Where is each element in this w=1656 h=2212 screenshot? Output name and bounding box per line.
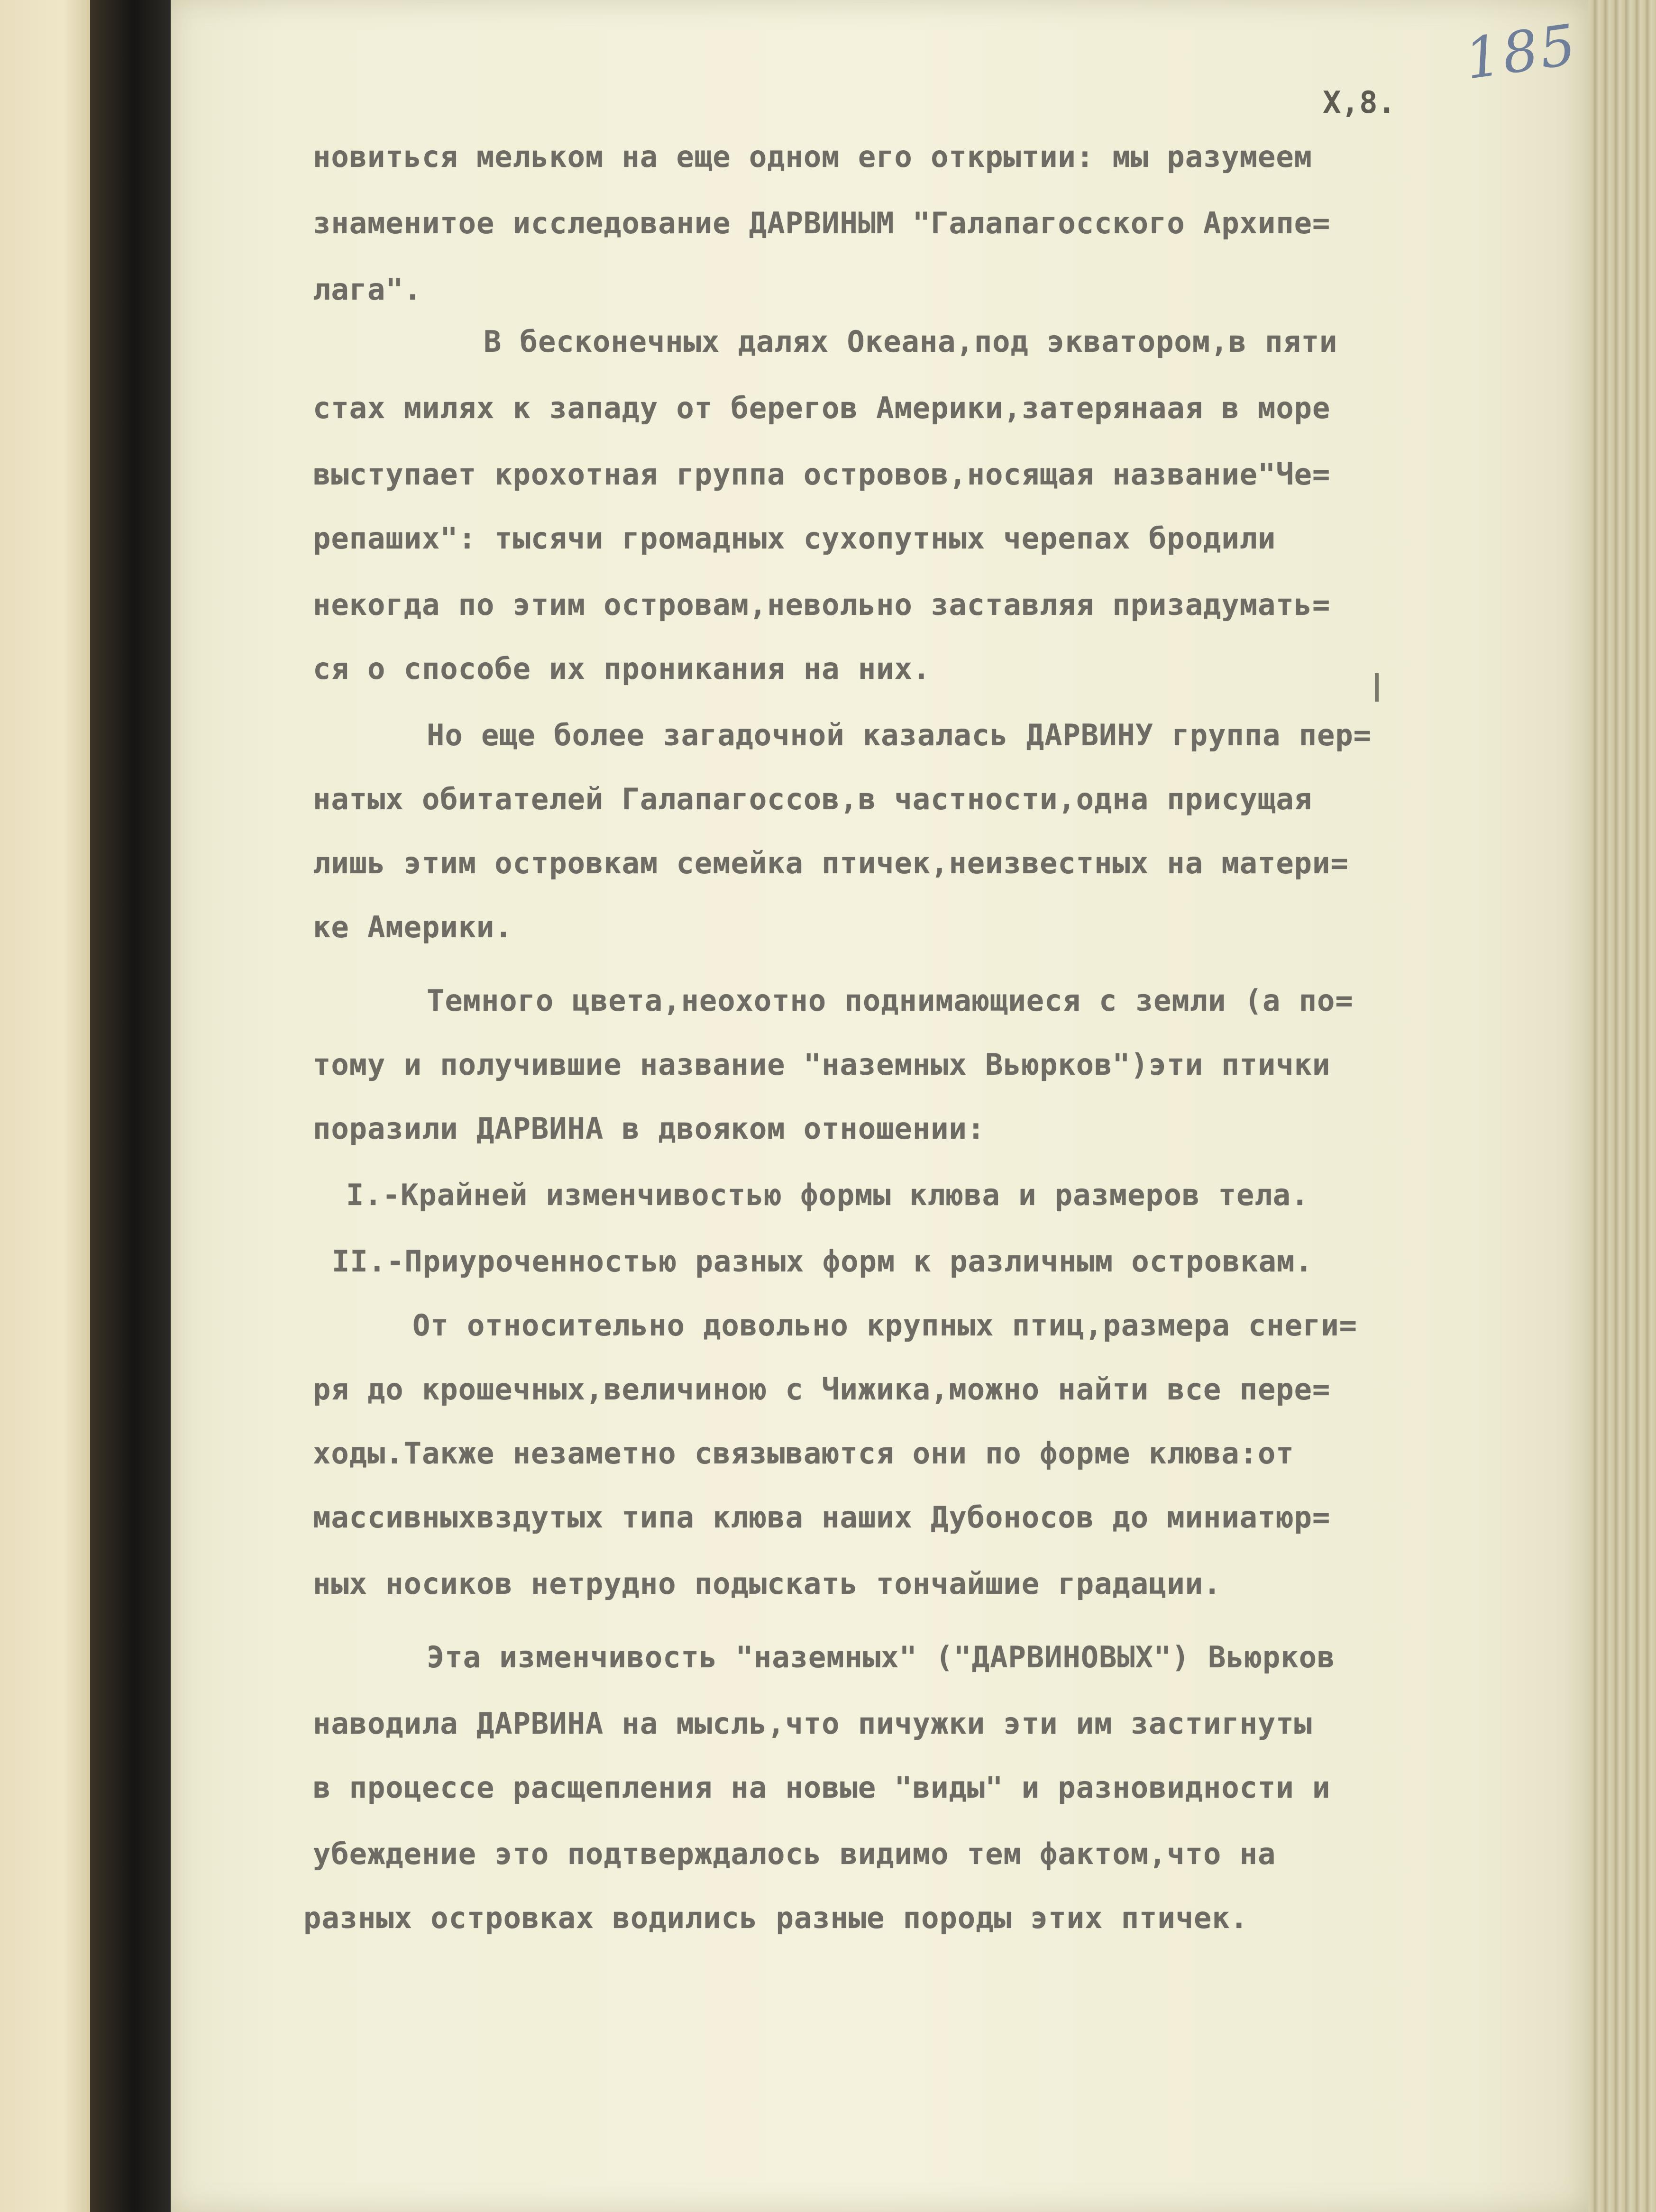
text-line: в процессе расщепления на новые "виды" и разновидности и — [313, 1770, 1331, 1805]
text-line: выступает крохотная группа островов,носящая название"Че= — [313, 457, 1331, 492]
text-line: лага". — [313, 272, 422, 307]
text-line: ходы.Также незаметно связываются они по форме клюва:от — [313, 1436, 1294, 1471]
stacked-sheet-edges — [1588, 0, 1656, 2212]
text-line: II.-Приуроченностью разных форм к различным островкам. — [332, 1244, 1313, 1279]
page-reference: X,8. — [1323, 85, 1396, 120]
text-line: массивныхвздутых типа клюва наших Дубоносов до миниатюр= — [313, 1500, 1331, 1535]
text-line: В бесконечных далях Океана,под экватором,в пяти — [484, 324, 1338, 359]
text-line: разных островках водились разные породы этих птичек. — [303, 1901, 1249, 1935]
facing-page — [0, 0, 93, 2212]
text-line: ных носиков нетрудно подыскать тончайшие градации. — [313, 1566, 1222, 1601]
text-line: поразили ДАРВИНА в двояком отношении: — [313, 1111, 986, 1146]
text-line: Темного цвета,неохотно поднимающиеся с земли (а по= — [427, 983, 1354, 1018]
text-line: новиться мельком на еще одном его открытии: мы разумеем — [313, 139, 1312, 174]
text-line: убеждение это подтверждалось видимо тем фактом,что на — [313, 1837, 1276, 1871]
text-line: знаменитое исследование ДАРВИНЫМ "Галапагосского Архипе= — [313, 206, 1331, 240]
text-line: стах милях к западу от берегов Америки,затерянаая в море — [313, 391, 1331, 425]
text-line: ке Америки. — [313, 910, 513, 944]
text-line: натых обитателей Галапагоссов,в частности,одна присущая — [313, 782, 1312, 816]
text-line: ря до крошечных,величиною с Чижика,можно найти все пере= — [313, 1372, 1331, 1407]
binding-gutter — [90, 0, 171, 2212]
text-line: От относительно довольно крупных птиц,размера снеги= — [412, 1308, 1358, 1343]
text-line: наводила ДАРВИНА на мысль,что пичужки эти им застигнуты — [313, 1706, 1312, 1741]
text-line: ся о способе их проникания на них. — [313, 651, 931, 686]
text-line: Но еще более загадочной казалась ДАРВИНУ группа пер= — [427, 718, 1372, 752]
text-line: некогда по этим островам,невольно заставляя призадумать= — [313, 587, 1331, 622]
text-line: Эта изменчивость "наземных" ("ДАРВИНОВЫХ") Вьюрков — [427, 1640, 1336, 1674]
text-line: тому и получившие название "наземных Вьюрков")эти птички — [313, 1047, 1331, 1082]
text-line: репаших": тысячи громадных сухопутных черепах бродили — [313, 521, 1276, 556]
ink-mark — [1375, 673, 1379, 702]
text-line: лишь этим островкам семейка птичек,неизвестных на матери= — [313, 846, 1349, 880]
text-line: I.-Крайней изменчивостью формы клюва и размеров тела. — [346, 1178, 1309, 1212]
folio-number: 185 — [1461, 11, 1582, 92]
